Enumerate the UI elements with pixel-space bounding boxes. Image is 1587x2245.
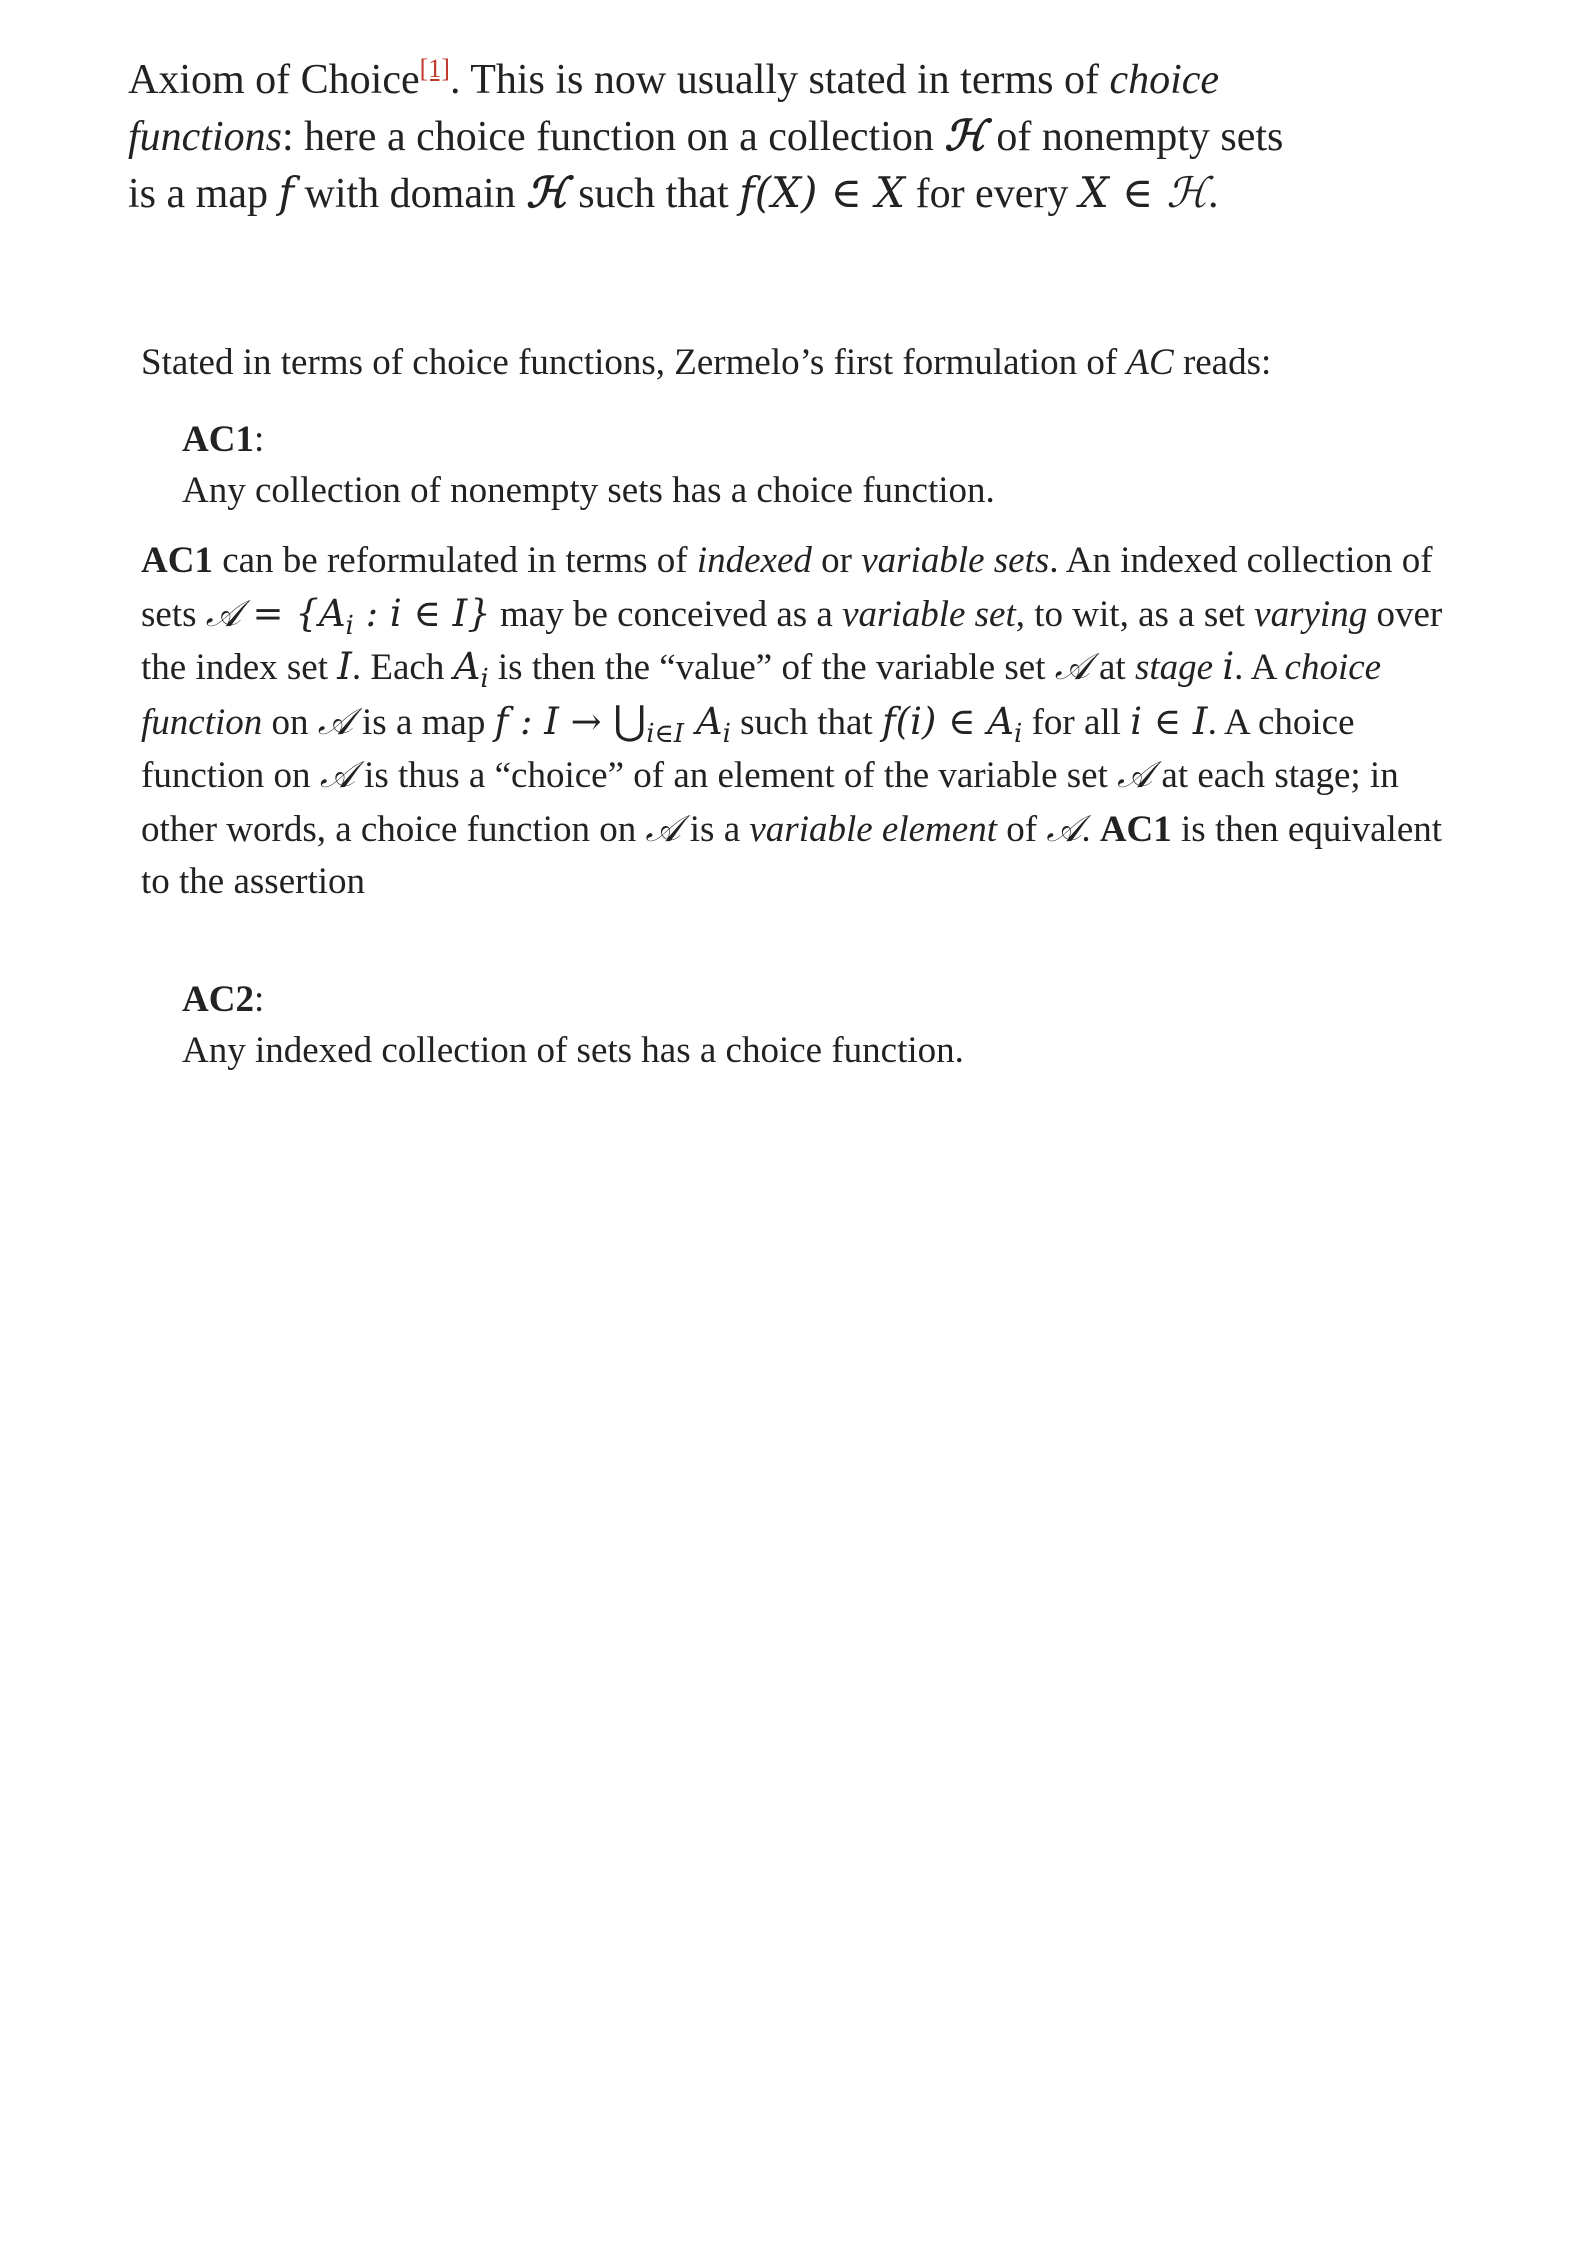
axiom-ac1 xyxy=(182,414,1422,516)
math-A: 𝒜 xyxy=(645,806,681,850)
math-A: 𝒜 xyxy=(1054,645,1090,688)
math-H: ℋ xyxy=(944,111,986,160)
text: Stated in terms of choice functions, Zermelo’s first formulation of xyxy=(141,342,1127,383)
intro-text: : here a choice function on a collection xyxy=(282,114,945,160)
text: is then equivalent to the assertion xyxy=(141,808,1443,902)
math-part: A xyxy=(453,645,481,688)
emphasis-choice-function: choice function xyxy=(141,647,1382,743)
math-A: 𝒜 xyxy=(317,699,353,743)
math-map xyxy=(494,697,731,749)
axiom-ac2 xyxy=(182,974,1422,1076)
math-fX-in-X: f(X) ∈ X xyxy=(739,168,906,217)
axiom-label: AC1 xyxy=(182,419,254,460)
text: is thus a “choice” of an element of the variable set xyxy=(354,755,1118,796)
paragraph-reformulation xyxy=(141,535,1461,909)
text: . An indexed collection of sets xyxy=(141,540,1433,635)
math-fi xyxy=(881,699,1023,749)
intro-text: for every xyxy=(905,171,1079,217)
math-A: 𝒜 xyxy=(1046,806,1082,850)
math-sub: i xyxy=(480,664,489,694)
text: at xyxy=(1089,647,1135,688)
math-H: ℋ xyxy=(526,168,568,217)
text: on xyxy=(262,701,318,743)
text: or xyxy=(811,540,862,581)
emphasis-stage: stage xyxy=(1134,647,1214,688)
axiom-colon: : xyxy=(253,979,265,1020)
text xyxy=(1213,647,1222,688)
strong-ac1: AC1 xyxy=(1099,808,1172,850)
text: at each stage; in other words, a choice function on xyxy=(141,755,1399,850)
text: over the index set xyxy=(141,593,1443,688)
axiom-ac1-label xyxy=(182,414,1422,465)
math-sub: i xyxy=(345,610,354,641)
text: , to wit, as a set xyxy=(1015,593,1255,635)
text: for all xyxy=(1022,701,1131,743)
intro-text: Axiom of Choice xyxy=(128,57,420,103)
emphasis-ac: AC xyxy=(1126,342,1174,383)
text: is a map xyxy=(352,701,495,743)
math-A: 𝒜 xyxy=(1117,753,1153,796)
emphasis-variable-element: variable element xyxy=(749,808,997,850)
text: is then the “value” of the variable set xyxy=(488,647,1055,688)
math-sub: i∈I xyxy=(646,718,685,749)
text: may be conceived as a xyxy=(490,593,843,635)
text: of xyxy=(996,808,1047,850)
text: . A choice function on xyxy=(141,701,1355,796)
emphasis-indexed: indexed xyxy=(696,540,812,581)
axiom-colon: : xyxy=(253,419,265,460)
math-sub: i xyxy=(722,718,731,749)
intro-text: . xyxy=(1208,171,1219,217)
axiom-ac2-statement: Any indexed collection of sets has a choice function. xyxy=(182,1030,964,1071)
emphasis-varying: varying xyxy=(1254,593,1368,635)
strong-ac1: AC1 xyxy=(141,540,213,581)
math-i-in-I: i ∈ I xyxy=(1130,699,1208,743)
emphasis-variable-set: variable set xyxy=(842,593,1016,635)
text: is a xyxy=(680,808,750,850)
axiom-label: AC2 xyxy=(182,979,254,1020)
math-i: i xyxy=(1222,645,1235,688)
intro-text: of nonempty sets is a map xyxy=(128,114,1284,217)
math-f: f xyxy=(278,168,295,217)
math-A-def xyxy=(205,591,491,641)
intro-text: . This is now usually stated in terms of xyxy=(449,57,1110,103)
math-Ai xyxy=(453,645,489,694)
footnote-ref[interactable] xyxy=(420,54,450,83)
math-part: A xyxy=(684,699,723,743)
math-part: 𝒜 = {A xyxy=(205,591,346,635)
math-X-in-H: X ∈ ℋ xyxy=(1078,168,1209,217)
axiom-ac1-statement: Any collection of nonempty sets has a choice function. xyxy=(182,470,995,511)
intro-text: such that xyxy=(567,171,740,217)
footnote-link[interactable]: [1] xyxy=(419,54,450,83)
text: such that xyxy=(730,701,882,743)
math-A: 𝒜 xyxy=(319,753,355,796)
intro-text: with domain xyxy=(294,171,527,217)
math-I: I xyxy=(337,645,352,688)
text: reads: xyxy=(1173,342,1272,383)
axiom-ac2-label xyxy=(182,974,1422,1025)
intro-paragraph xyxy=(128,52,1308,222)
math-part: f : I → xyxy=(494,699,614,743)
text: can be reformulated in terms of xyxy=(212,540,697,581)
math-part: : i ∈ I} xyxy=(353,591,491,635)
union-symbol: ⋃ xyxy=(613,697,647,744)
math-part: f(i) ∈ A xyxy=(881,699,1014,743)
emphasis-variable-sets: variable sets xyxy=(861,540,1050,581)
text: . xyxy=(1081,808,1100,850)
math-sub: i xyxy=(1013,718,1023,749)
text: . Each xyxy=(351,647,454,688)
text: . A xyxy=(1234,647,1285,688)
paragraph-zermelo xyxy=(141,337,1461,390)
emphasis-choice-functions: choice functions xyxy=(128,57,1220,160)
